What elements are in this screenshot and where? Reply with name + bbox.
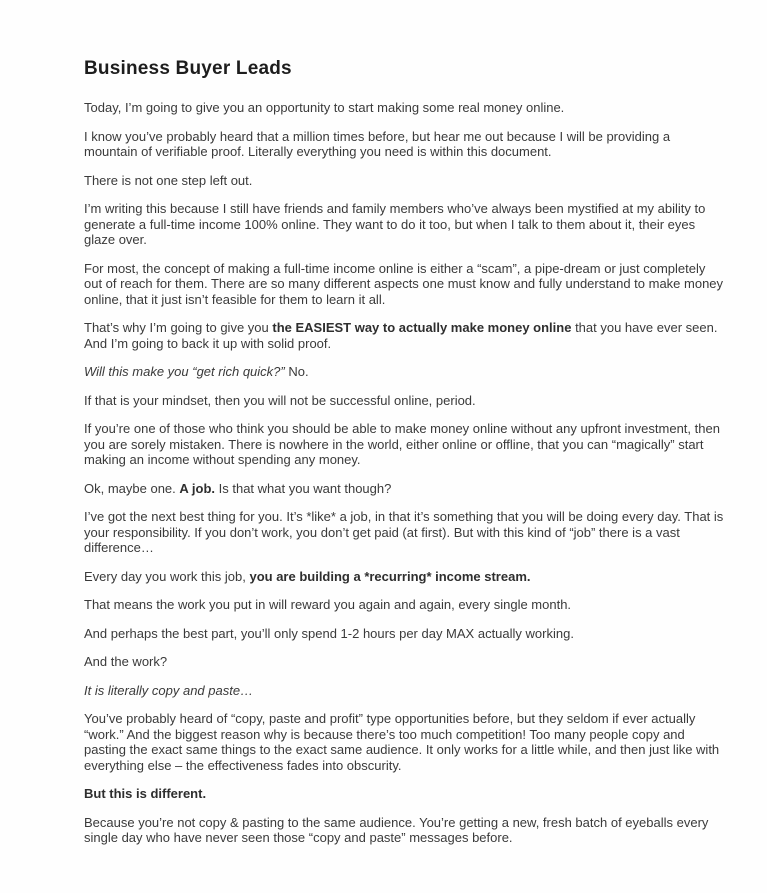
body-text: I’m writing this because I still have friends and family members who’ve always been mystified at my ability to generate a full-time income 100% online. They want to do it too, but when I talk to them about it, their eyes glaze over. <box>84 201 706 247</box>
body-text: That means the work you put in will reward you again and again, every single month. <box>84 597 572 612</box>
paragraph <box>84 320 727 351</box>
bold-text: But this is different. <box>84 786 207 801</box>
paragraph <box>84 393 727 409</box>
paragraph <box>84 711 727 773</box>
paragraph <box>84 626 727 642</box>
paragraph <box>84 481 727 497</box>
body-text: Because you’re not copy & pasting to the same audience. You’re getting a new, fresh batch of eyeballs every single day who have never seen those “copy and paste” messages before. <box>84 814 709 845</box>
body-text: That’s why I’m going to give you <box>84 320 273 335</box>
paragraph <box>84 654 727 670</box>
body-text: There is not one step left out. <box>84 172 253 188</box>
paragraph <box>84 509 727 556</box>
italic-text: It is literally copy and paste… <box>84 682 254 698</box>
bold-text: you are building a *recurring* income stream. <box>249 568 531 584</box>
body-text: If that is your mindset, then you will not be successful online, period. <box>84 392 476 408</box>
italic-text: Will this make you “get rich quick?” <box>84 364 285 379</box>
paragraph <box>84 261 727 308</box>
body-text: If you’re one of those who think you should be able to make money online without any upfront investment, then you are sorely mistaken. There is nowhere in the world, either online or offline, that you can “magically” start making an income without spending any money. <box>84 421 720 467</box>
bold-text: A job. <box>179 480 216 496</box>
body-text: Every day you work this job, <box>84 568 250 584</box>
paragraph <box>84 129 727 160</box>
body-text: No. <box>284 364 309 379</box>
body-text: For most, the concept of making a full-time income online is either a “scam”, a pipe-dream or just completely out of reach for them. There are so many different aspects one must know and fully understand to make money online, that it just isn’t feasible for them to learn it all. <box>84 260 724 307</box>
body-text: Today, I’m going to give you an opportunity to start making some real money online. <box>84 100 565 115</box>
paragraph <box>84 364 727 380</box>
paragraph <box>84 597 727 613</box>
body-text: that you have ever seen. And I’m going to back it up with solid proof. <box>84 320 718 351</box>
paragraph <box>84 815 727 846</box>
document-body <box>84 100 727 846</box>
body-text: And perhaps the best part, you’ll only spend 1-2 hours per day MAX actually working. <box>84 625 574 641</box>
paragraph <box>84 569 727 585</box>
body-text: I know you’ve probably heard that a million times before, but hear me out because I will be providing a mountain of verifiable proof. Literally everything you need is within this document. <box>84 128 671 159</box>
paragraph <box>84 786 727 802</box>
page-title: Business Buyer Leads <box>84 58 292 79</box>
paragraph <box>84 683 727 699</box>
bold-text: the EASIEST way to actually make money online <box>272 320 572 335</box>
body-text: I’ve got the next best thing for you. It’s *like* a job, in that it’s something that you will be doing every day. That is your responsibility. If you don’t work, you don’t get paid (at first). But with this kind of “job” there is a vast difference… <box>84 509 724 555</box>
body-text: Ok, maybe one. <box>84 480 180 496</box>
body-text: And the work? <box>84 654 168 669</box>
paragraph <box>84 100 727 116</box>
paragraph <box>84 173 727 189</box>
paragraph <box>84 421 727 468</box>
body-text: Is that what you want though? <box>215 480 392 496</box>
paragraph <box>84 201 727 248</box>
body-text: You’ve probably heard of “copy, paste and profit” type opportunities before, but they seldom if ever actually “work.” And the biggest reason why is because there’s too much competition! Too many people copy and pasting the exact same things to the exact same audience. It only works for a little while, and then just like with everything else – the effectiveness fades into obscurity. <box>84 711 720 773</box>
